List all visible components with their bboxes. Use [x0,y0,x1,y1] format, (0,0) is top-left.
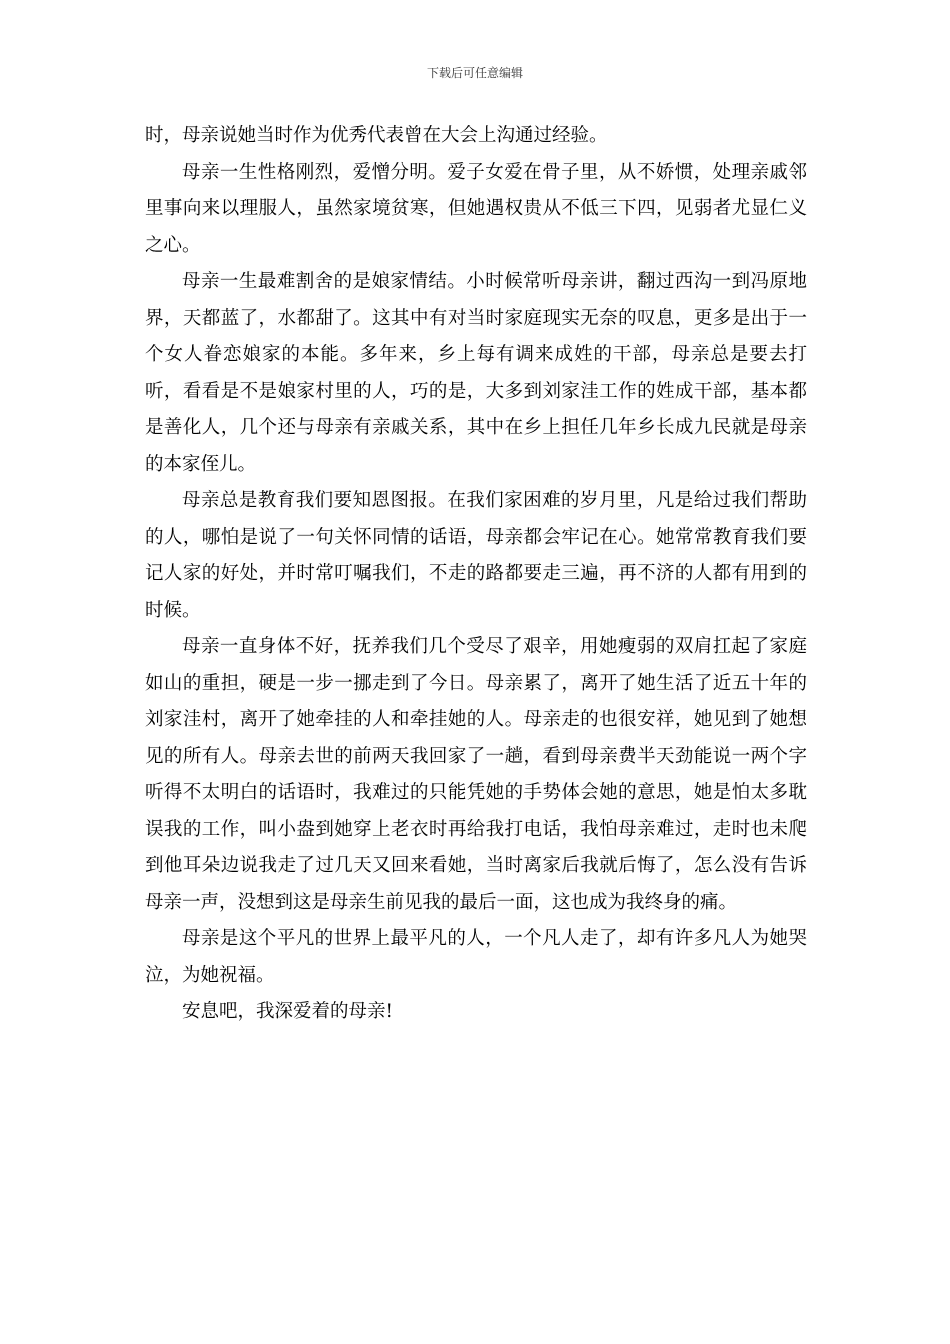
paragraph-character: 母亲一生性格刚烈，爱憎分明。爱子女爱在骨子里，从不娇惯，处理亲戚邻里事向来以理服人，虽然家境贫寒，但她遇权贵从不低三下四，见弱者尤显仁义之心。 [145,161,807,256]
paragraph-hometown: 母亲一生最难割舍的是娘家情结。小时候常听母亲讲，翻过西沟一到冯原地界，天都蓝了，水都甜了。这其中有对当时家庭现实无奈的叹息，更多是出于一个女人眷恋娘家的本能。多年来，乡上每有调来成姓的干部，母亲总是要去打听，看看是不是娘家村里的人，巧的是，大多到刘家洼工作的姓成干部，基本都是善化人，几个还与母亲有亲戚关系，其中在乡上担任几年乡长成九民就是母亲的本家侄儿。 [145,271,807,475]
document-body [145,118,807,1031]
page-header-note: 下载后可任意编辑 [426,66,523,80]
paragraph-final-days: 母亲一直身体不好，抚养我们几个受尽了艰辛，用她瘦弱的双肩扛起了家庭如山的重担，硬是一步一挪走到了今日。母亲累了，离开了她生活了近五十年的刘家洼村，离开了她牵挂的人和牵挂她的人。母亲走的也很安祥，她见到了她想见的所有人。母亲去世的前两天我回家了一趟，看到母亲费半天劲能说一两个字听得不太明白的话语时，我难过的只能凭她的手势体会她的意思，她是怕太多耽误我的工作，叫小盎到她穿上老衣时再给我打电话，我怕母亲难过，走时也未爬到他耳朵边说我走了过几天又回来看她，当时离家后我就后悔了，怎么没有告诉母亲一声，没想到这是母亲生前见我的最后一面，这也成为我终身的痛。 [145,636,807,913]
paragraph-ordinary: 母亲是这个平凡的世界上最平凡的人，一个凡人走了，却有许多凡人为她哭泣，为她祝福。 [145,928,807,986]
paragraph-gratitude: 母亲总是教育我们要知恩图报。在我们家困难的岁月里，凡是给过我们帮助的人，哪怕是说了一句关怀同情的话语，母亲都会牢记在心。她常常教育我们要记人家的好处，并时常叮嘱我们，不走的路都要走三遍，再不济的人都有用到的时候。 [145,490,807,621]
paragraph-continued: 时，母亲说她当时作为优秀代表曾在大会上沟通过经验。 [145,125,608,146]
paragraph-farewell: 安息吧，我深爱着的母亲! [182,1001,393,1022]
